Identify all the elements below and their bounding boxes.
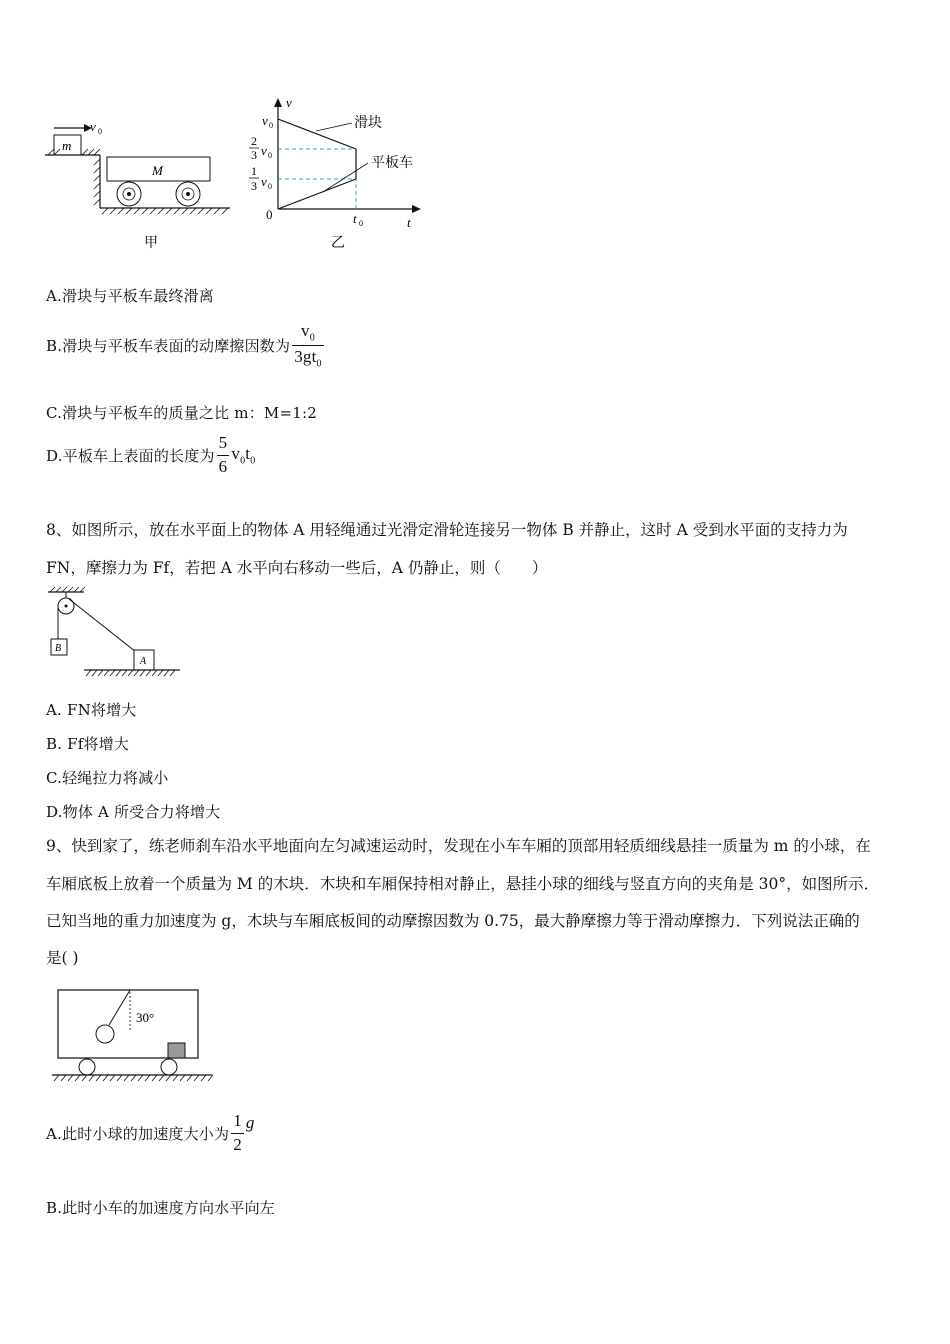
block-a-label: A	[140, 656, 147, 667]
M-label: M	[152, 163, 163, 178]
svg-text:0: 0	[359, 219, 363, 228]
svg-text:0: 0	[269, 121, 273, 130]
q9-option-b: B.此时小车的加速度方向水平向左	[46, 1199, 275, 1217]
svg-text:2: 2	[251, 134, 257, 148]
origin-label: 0	[266, 207, 273, 222]
q9-stem-line1: 9、快到家了，练老师刹车沿水平地面向左匀减速运动时，发现在小车车厢的顶部用轻质细线悬挂一质量为 m 的小球，在	[46, 837, 871, 855]
q9-stem-line4: 是( )	[46, 949, 79, 967]
q9-stem-line3: 已知当地的重力加速度为 g，木块与车厢底板间的动摩擦因数为 0.75，最大静摩擦力等于滑动摩擦力．下列说法正确的	[46, 912, 860, 930]
q8-option-a: A. FN将增大	[46, 701, 137, 719]
v0-label: v	[90, 119, 96, 134]
v0-tick: v	[262, 113, 268, 128]
slider-line	[278, 119, 356, 149]
q7-option-d: D.平板车上表面的长度为 $\frac{5}{6}$ $v_0t_0$	[46, 433, 256, 476]
angle-label: 30°	[136, 1010, 155, 1025]
q8-stem-line1: 8、如图所示，放在水平面上的物体 A 用轻绳通过光滑定滑轮连接另一物体 B 并静止，这时 A 受到水平面的支持力为	[46, 521, 848, 539]
q8-option-b: B. Ff将增大	[46, 735, 130, 753]
q8-option-c: C.轻绳拉力将减小	[46, 769, 169, 787]
svg-text:1: 1	[251, 164, 257, 178]
q7-option-b: B.滑块与平板车表面的动摩擦因数为 $\frac{v_0}{3gt_0}$	[46, 321, 322, 370]
q9-stem-line2: 车厢底板上放着一个质量为 M 的木块．木块和车厢保持相对静止，悬挂小球的细线与竖直方向的夹角是 30°，如图所示．	[46, 875, 880, 893]
t0-tick: t	[353, 211, 357, 226]
q7-vt-graph	[249, 95, 421, 251]
cart-line	[278, 179, 356, 209]
q7-left-caption: 甲	[144, 235, 158, 251]
block-b-label: B	[55, 643, 62, 654]
svg-text:0: 0	[268, 182, 272, 191]
svg-text:0: 0	[268, 151, 272, 160]
q8-option-d: D.物体 A 所受合力将增大	[46, 803, 221, 821]
q8-stem-line2: FN，摩擦力为 Ff，若把 A 水平向右移动一些后，A 仍静止，则（ ）	[46, 559, 548, 577]
t-axis-label: t	[407, 215, 411, 230]
svg-text:v: v	[261, 174, 267, 189]
svg-text:v: v	[261, 143, 267, 158]
q7-left-figure	[45, 119, 230, 251]
m-label: m	[62, 138, 72, 153]
q7-figures	[40, 95, 440, 255]
cart-label: 平板车	[371, 155, 413, 171]
slider-label: 滑块	[354, 115, 382, 131]
v-axis-label: v	[286, 95, 292, 110]
q7-option-a: A.滑块与平板车最终滑离	[46, 287, 215, 305]
svg-text:0: 0	[98, 127, 102, 136]
q7-right-caption: 乙	[331, 235, 345, 251]
q9-figure	[48, 984, 218, 1086]
svg-text:3: 3	[251, 179, 257, 193]
q9-option-a: A.此时小球的加速度大小为 $\frac{1}{2}$ g	[46, 1111, 255, 1154]
q8-figure	[44, 586, 189, 682]
svg-text:3: 3	[251, 148, 257, 162]
q7-option-c: C.滑块与平板车的质量之比 m：M=1:2	[46, 404, 317, 422]
